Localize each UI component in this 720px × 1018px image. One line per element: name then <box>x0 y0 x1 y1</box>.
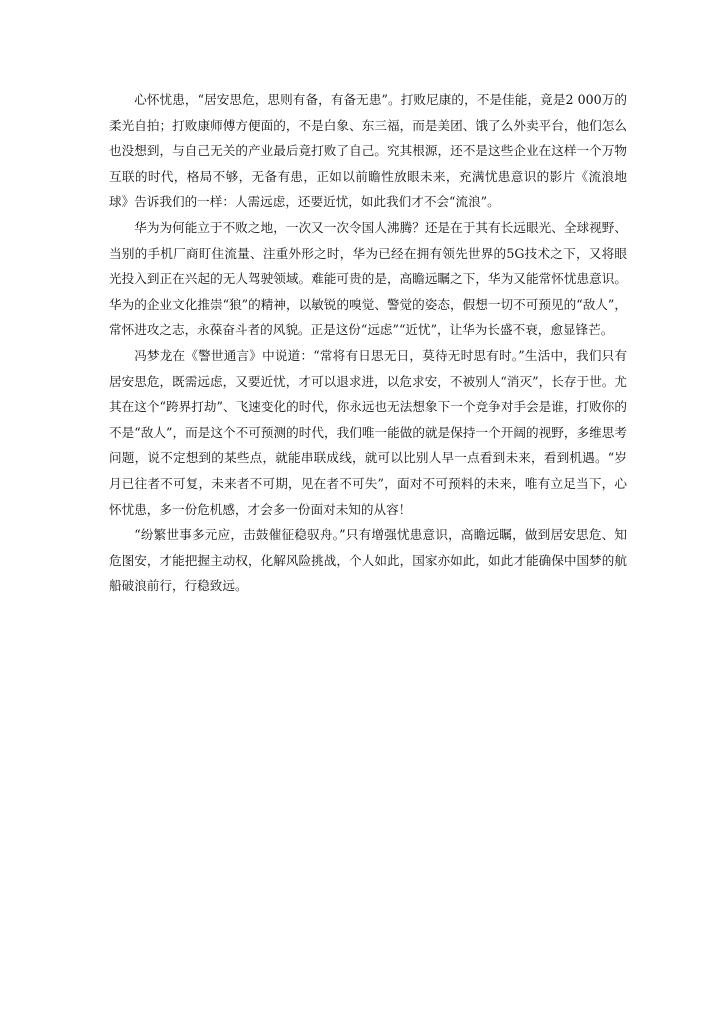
paragraph-4: “纷繁世事多元应，击鼓催征稳驭舟。”只有增强忧患意识，高瞻远瞩，做到居安思危、知危图安，才能把握主动权，化解风险挑战，个人如此，国家亦如此，如此才能确保中国梦的航船破浪前行，行稳致远。 <box>109 527 627 594</box>
paragraph-2: 华为为何能立于不败之地，一次又一次令国人沸腾？还是在于其有长远眼光、全球视野、当别的手机厂商盯住流量、注重外形之时，华为已经在拥有领先世界的5G技术之下，又将眼光投入到正在兴起的无人驾驶领域。难能可贵的是，高瞻远瞩之下，华为又能常怀忧患意识。华为的企业文化推崇“狼”的精神，以敏锐的嗅觉、警觉的姿态，假想一切不可预见的“敌人”，常怀进攻之志，永葆奋斗者的风貌。正是这份“远虑”“近忧”，让华为长盛不衰，愈显锋芒。 <box>109 219 627 338</box>
document-body <box>109 87 627 599</box>
paragraph-1: 心怀忧患，“居安思危，思则有备，有备无患”。打败尼康的，不是佳能，竟是2 000万的柔光自拍；打败康师傅方便面的，不是白象、东三福，而是美团、饿了么外卖平台，他们怎么也没想到，与自己无关的产业最后竟打败了自己。究其根源，还不是这些企业在这样一个万物互联的时代，格局不够，无备有患，正如以前瞻性放眼未来，充满忧患意识的影片《流浪地球》告诉我们的一样：人需远虑，还要近忧，如此我们才不会“流浪”。 <box>109 92 627 210</box>
paragraph-3: 冯梦龙在《警世通言》中说道：“常将有日思无日，莫待无时思有时。”生活中，我们只有居安思危，既需远虑，又要近忧，才可以退求进，以危求安，不被别人“消灭”，长存于世。尤其在这个“跨界打劫”、飞速变化的时代，你永远也无法想象下一个竞争对手会是谁，打败你的不是“敌人”，而是这个不可预测的时代，我们唯一能做的就是保持一个开阔的视野，多维思考问题，说不定想到的某些点，就能串联成线，就可以比别人早一点看到未来，看到机遇。“岁月已往者不可复，未来者不可期，见在者不可失”，面对不可预料的未来，唯有立足当下，心怀忧患，多一份危机感，才会多一份面对未知的从容！ <box>109 347 627 517</box>
